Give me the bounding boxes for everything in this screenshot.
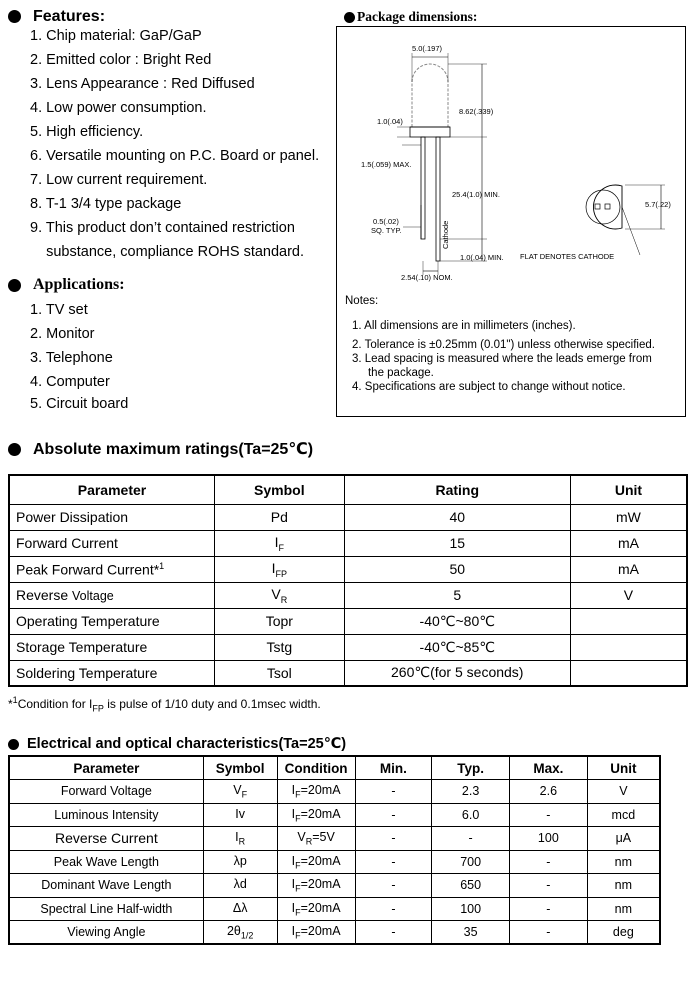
note-item: 2. Tolerance is ±0.25mm (0.01") unless otherwise specified. [352, 339, 655, 351]
condition-cell: $I_F=20mA$ [277, 921, 355, 945]
abs-max-title: Absolute maximum ratings(Ta=25℃) [33, 441, 314, 458]
applications-heading [8, 276, 125, 294]
bullet-icon [8, 443, 21, 456]
typ-cell: - [432, 827, 510, 851]
min-cell: - [355, 897, 432, 921]
list-item: 1. TV set [30, 302, 88, 318]
features-list [30, 24, 319, 264]
rating-cell: -40℃~85℃ [344, 634, 570, 660]
eoc-table [8, 755, 661, 945]
dim-label: 1.0(.04) [377, 117, 403, 126]
table-row [9, 827, 660, 851]
table-row [9, 556, 687, 582]
lead-left [421, 137, 425, 239]
rating-cell: 15 [344, 530, 570, 556]
param-cell: Spectral Line Half-width [9, 897, 203, 921]
table-row [9, 874, 660, 898]
unit-cell: V [570, 582, 687, 608]
bullet-icon [8, 279, 21, 292]
abs-max-heading [8, 439, 313, 459]
rating-cell: -40℃~80℃ [344, 608, 570, 634]
column-header: Min. [355, 756, 432, 780]
package-heading [344, 9, 477, 25]
column-header: Unit [587, 756, 660, 780]
rating-cell: 260℃(for 5 seconds) [344, 660, 570, 686]
table-row [9, 582, 687, 608]
param-cell: Operating Temperature [9, 608, 214, 634]
led-dimension-drawing [337, 27, 685, 289]
column-header: Symbol [214, 475, 344, 504]
column-header: Unit [570, 475, 687, 504]
param-cell: Peak Forward Current*$^1$ [9, 556, 214, 582]
table-row [9, 504, 687, 530]
table-row [9, 850, 660, 874]
typ-cell: 6.0 [432, 803, 510, 827]
typ-cell: 650 [432, 874, 510, 898]
list-item: 2. Monitor [30, 326, 95, 342]
table-row [9, 780, 660, 804]
eoc-heading [8, 736, 346, 752]
rating-cell: 5 [344, 582, 570, 608]
note-item: 3. Lead spacing is measured where the leads emerge from [352, 353, 652, 365]
symbol-cell: $I_F$ [214, 530, 344, 556]
min-cell: - [355, 921, 432, 945]
symbol-cell: λd [203, 874, 277, 898]
table-row [9, 660, 687, 686]
list-item: 7. Low current requirement. [30, 172, 208, 188]
param-cell: Power Dissipation [9, 504, 214, 530]
column-header: Symbol [203, 756, 277, 780]
symbol-cell: Iv [203, 803, 277, 827]
unit-cell: mA [570, 530, 687, 556]
unit-cell [570, 660, 687, 686]
param-cell: Reverse Current [9, 827, 203, 851]
condition-cell: $V_R=5V$ [277, 827, 355, 851]
list-item: 3. Lens Appearance : Red Diffused [30, 76, 255, 92]
rating-cell: 40 [344, 504, 570, 530]
symbol-cell: λp [203, 850, 277, 874]
unit-cell: nm [587, 850, 660, 874]
max-cell: - [509, 874, 587, 898]
symbol-cell: $2\theta_{1/2}$ [203, 921, 277, 945]
notes-title: Notes: [345, 295, 379, 307]
unit-cell: mW [570, 504, 687, 530]
list-item: 9. This product don’t contained restriction [30, 220, 295, 236]
unit-cell: mA [570, 556, 687, 582]
param-cell: Luminous Intensity [9, 803, 203, 827]
led-end-view [593, 185, 622, 229]
list-item: 8. T-1 3/4 type package [30, 196, 182, 212]
condition-cell: $I_F=20mA$ [277, 850, 355, 874]
abs-max-footnote: *$^1$Condition for $I_{FP}$ is pulse of 1/10 duty and 0.1msec width. [8, 695, 321, 714]
min-cell: - [355, 874, 432, 898]
column-header: Typ. [432, 756, 510, 780]
rating-cell: 50 [344, 556, 570, 582]
eoc-title: Electrical and optical characteristics(Ta=25℃) [27, 736, 347, 752]
typ-cell: 35 [432, 921, 510, 945]
column-header: Parameter [9, 475, 214, 504]
dim-label: 25.4(1.0) MIN. [452, 190, 500, 199]
unit-cell: deg [587, 921, 660, 945]
bullet-icon [8, 739, 19, 750]
dim-label: FLAT DENOTES CATHODE [520, 252, 615, 261]
max-cell: - [509, 921, 587, 945]
applications-title: Applications: [33, 276, 125, 293]
symbol-cell: Topr [214, 608, 344, 634]
table-row [9, 634, 687, 660]
column-header: Max. [509, 756, 587, 780]
note-item: the package. [352, 367, 434, 379]
table-row [9, 608, 687, 634]
list-item: 5. High efficiency. [30, 124, 144, 140]
max-cell: 100 [509, 827, 587, 851]
table-row [9, 897, 660, 921]
unit-cell: V [587, 780, 660, 804]
table-header-row [9, 475, 687, 504]
package-title: Package dimensions: [357, 9, 478, 24]
list-item: substance, compliance ROHS standard. [30, 244, 305, 260]
dim-label: 0.5(.02) [373, 217, 399, 226]
applications-list [30, 298, 128, 414]
condition-cell: $I_F=20mA$ [277, 803, 355, 827]
max-cell: 2.6 [509, 780, 587, 804]
unit-cell: nm [587, 874, 660, 898]
unit-cell: mcd [587, 803, 660, 827]
dim-label: 1.5(.059) MAX. [361, 160, 412, 169]
dim-label: 1.0(.04) MIN. [460, 253, 504, 262]
param-cell: Peak Wave Length [9, 850, 203, 874]
symbol-cell: Tstg [214, 634, 344, 660]
cathode-label: Cathode [441, 220, 450, 249]
list-item: 4. Low power consumption. [30, 100, 207, 116]
symbol-cell: Tsol [214, 660, 344, 686]
max-cell: - [509, 850, 587, 874]
abs-max-table [8, 474, 688, 687]
typ-cell: 100 [432, 897, 510, 921]
list-item: 5. Circuit board [30, 396, 129, 412]
condition-cell: $I_F=20mA$ [277, 780, 355, 804]
table-row [9, 921, 660, 945]
list-item: 2. Emitted color : Bright Red [30, 52, 212, 68]
dim-label: 8.62(.339) [459, 107, 494, 116]
param-cell: Viewing Angle [9, 921, 203, 945]
bullet-icon [344, 12, 355, 23]
dim-label: 2.54(.10) NOM. [401, 273, 453, 282]
table-header-row [9, 756, 660, 780]
unit-cell: μA [587, 827, 660, 851]
list-item: 1. Chip material: GaP/GaP [30, 28, 202, 44]
unit-cell: nm [587, 897, 660, 921]
symbol-cell: $I_{FP}$ [214, 556, 344, 582]
param-cell: Soldering Temperature [9, 660, 214, 686]
condition-cell: $I_F=20mA$ [277, 874, 355, 898]
condition-cell: $I_F=20mA$ [277, 897, 355, 921]
symbol-cell: $V_F$ [203, 780, 277, 804]
note-item: 4. Specifications are subject to change without notice. [352, 381, 626, 393]
dim-label: 5.7(.22) [645, 200, 671, 209]
max-cell: - [509, 897, 587, 921]
list-item: 3. Telephone [30, 350, 113, 366]
column-header: Parameter [9, 756, 203, 780]
list-item: 6. Versatile mounting on P.C. Board or panel. [30, 148, 320, 164]
column-header: Rating [344, 475, 570, 504]
min-cell: - [355, 850, 432, 874]
table-row [9, 803, 660, 827]
unit-cell [570, 634, 687, 660]
features-title: Features: [33, 8, 106, 25]
typ-cell: 700 [432, 850, 510, 874]
symbol-cell: $I_R$ [203, 827, 277, 851]
symbol-cell: Δλ [203, 897, 277, 921]
min-cell: - [355, 780, 432, 804]
dim-label: 5.0(.197) [412, 44, 443, 53]
max-cell: - [509, 803, 587, 827]
param-cell: Storage Temperature [9, 634, 214, 660]
led-lens-shape [412, 64, 448, 127]
note-item: 1. All dimensions are in millimeters (inches). [352, 320, 576, 332]
param-cell: Dominant Wave Length [9, 874, 203, 898]
dim-label: SQ. TYP. [371, 226, 402, 235]
unit-cell [570, 608, 687, 634]
min-cell: - [355, 803, 432, 827]
symbol-cell: Pd [214, 504, 344, 530]
column-header: Condition [277, 756, 355, 780]
table-row [9, 530, 687, 556]
param-cell: Reverse Voltage [9, 582, 214, 608]
param-cell: Forward Current [9, 530, 214, 556]
min-cell: - [355, 827, 432, 851]
typ-cell: 2.3 [432, 780, 510, 804]
list-item: 4. Computer [30, 374, 110, 390]
bullet-icon [8, 10, 21, 23]
symbol-cell: $V_R$ [214, 582, 344, 608]
lead-right [436, 137, 440, 261]
param-cell: Forward Voltage [9, 780, 203, 804]
